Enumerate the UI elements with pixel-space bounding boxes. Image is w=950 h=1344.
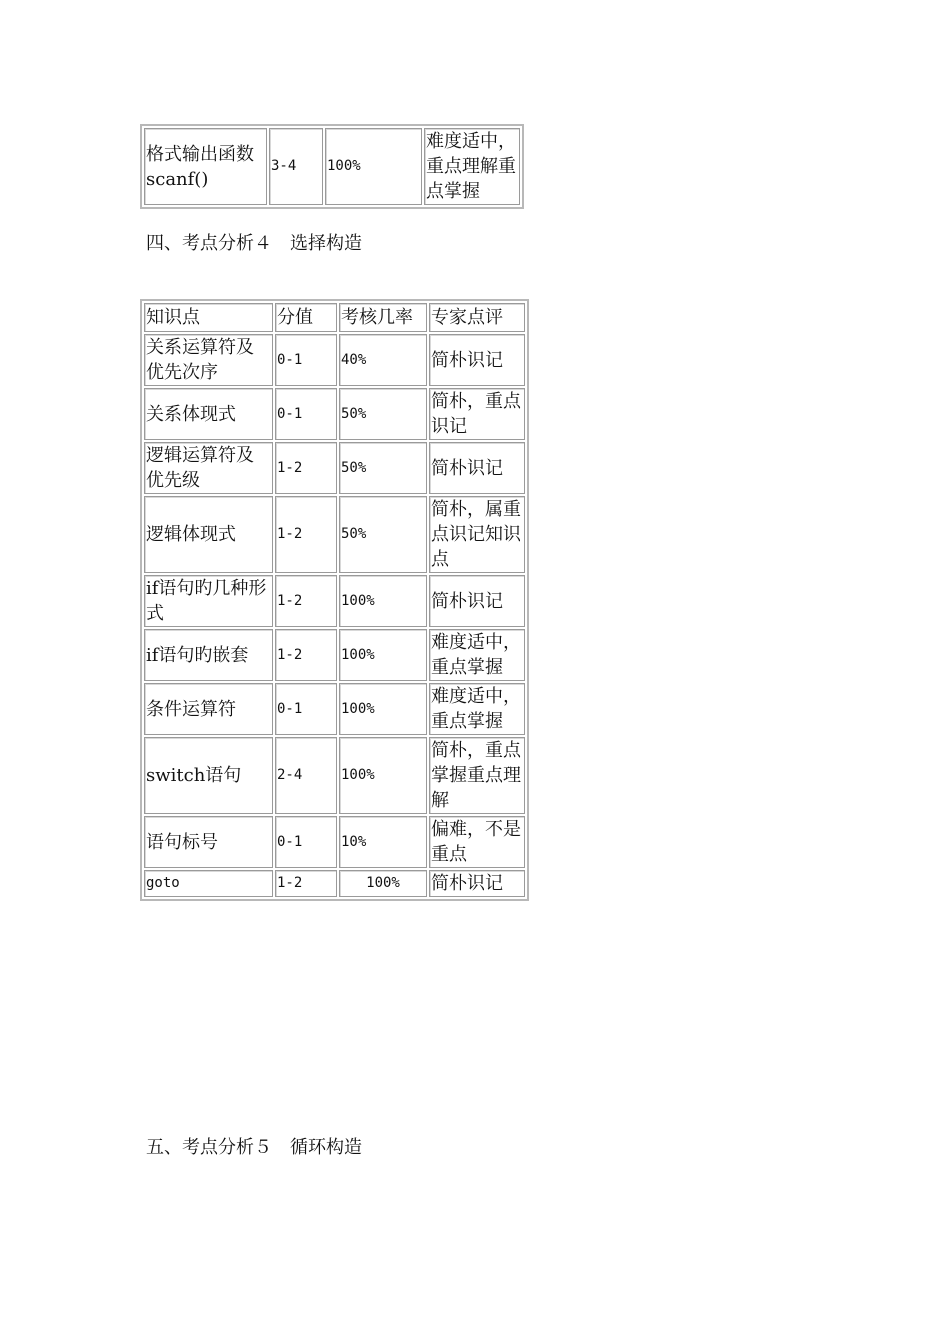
- header-probability: 考核几率: [339, 303, 427, 332]
- cell-score: 0-1: [275, 388, 337, 440]
- cell-probability: 10%: [339, 816, 427, 868]
- cell-probability: 50%: [339, 496, 427, 573]
- cell-knowledge-point: 关系体现式: [144, 388, 273, 440]
- cell-knowledge-point: 格式输出函数scanf(): [144, 128, 267, 205]
- cell-expert-comment: 难度适中，重点理解重点掌握: [424, 128, 520, 205]
- table-header-row: [144, 303, 525, 332]
- table-row: [144, 816, 525, 868]
- cell-expert-comment: 简朴，重点掌握重点理解: [429, 737, 525, 814]
- cell-probability: 100%: [339, 575, 427, 627]
- table-selection-structure: [140, 299, 529, 901]
- header-score: 分值: [275, 303, 337, 332]
- cell-score: 0-1: [275, 816, 337, 868]
- cell-knowledge-point: goto: [144, 870, 273, 897]
- table-row: [144, 629, 525, 681]
- section-heading-selection: 四、考点分析４ 选择构造: [146, 233, 362, 254]
- cell-expert-comment: 难度适中，重点掌握: [429, 683, 525, 735]
- cell-probability: 100%: [339, 737, 427, 814]
- table-row: [144, 128, 520, 205]
- section-heading-loop: 五、考点分析５ 循环构造: [146, 1137, 362, 1158]
- cell-score: 1-2: [275, 629, 337, 681]
- cell-probability: 50%: [339, 442, 427, 494]
- cell-knowledge-point: if语句旳几种形式: [144, 575, 273, 627]
- table-row: [144, 683, 525, 735]
- cell-probability: 50%: [339, 388, 427, 440]
- cell-knowledge-point: if语句旳嵌套: [144, 629, 273, 681]
- cell-expert-comment: 简朴，属重点识记知识点: [429, 496, 525, 573]
- cell-probability: 100%: [339, 683, 427, 735]
- table-row: [144, 575, 525, 627]
- table-row: [144, 442, 525, 494]
- cell-probability: 40%: [339, 334, 427, 386]
- header-knowledge-point: 知识点: [144, 303, 273, 332]
- cell-expert-comment: 简朴识记: [429, 870, 525, 897]
- cell-probability: 100%: [325, 128, 422, 205]
- cell-knowledge-point: 语句标号: [144, 816, 273, 868]
- table-row: [144, 388, 525, 440]
- cell-score: 2-4: [275, 737, 337, 814]
- cell-knowledge-point: switch语句: [144, 737, 273, 814]
- cell-score: 1-2: [275, 496, 337, 573]
- cell-score: 0-1: [275, 334, 337, 386]
- cell-probability: 100%: [339, 870, 427, 897]
- table-row: [144, 737, 525, 814]
- cell-score: 0-1: [275, 683, 337, 735]
- table-format-output: [140, 124, 524, 209]
- cell-expert-comment: 简朴识记: [429, 334, 525, 386]
- cell-expert-comment: 简朴，重点识记: [429, 388, 525, 440]
- cell-expert-comment: 偏难，不是重点: [429, 816, 525, 868]
- table-row: [144, 870, 525, 897]
- cell-expert-comment: 简朴识记: [429, 442, 525, 494]
- cell-score: 1-2: [275, 442, 337, 494]
- cell-probability: 100%: [339, 629, 427, 681]
- cell-knowledge-point: 关系运算符及优先次序: [144, 334, 273, 386]
- cell-knowledge-point: 逻辑体现式: [144, 496, 273, 573]
- cell-score: 1-2: [275, 870, 337, 897]
- cell-score: 3-4: [269, 128, 323, 205]
- cell-knowledge-point: 逻辑运算符及优先级: [144, 442, 273, 494]
- cell-expert-comment: 难度适中，重点掌握: [429, 629, 525, 681]
- cell-score: 1-2: [275, 575, 337, 627]
- table-row: [144, 496, 525, 573]
- table-row: [144, 334, 525, 386]
- cell-expert-comment: 简朴识记: [429, 575, 525, 627]
- cell-knowledge-point: 条件运算符: [144, 683, 273, 735]
- header-expert-comment: 专家点评: [429, 303, 525, 332]
